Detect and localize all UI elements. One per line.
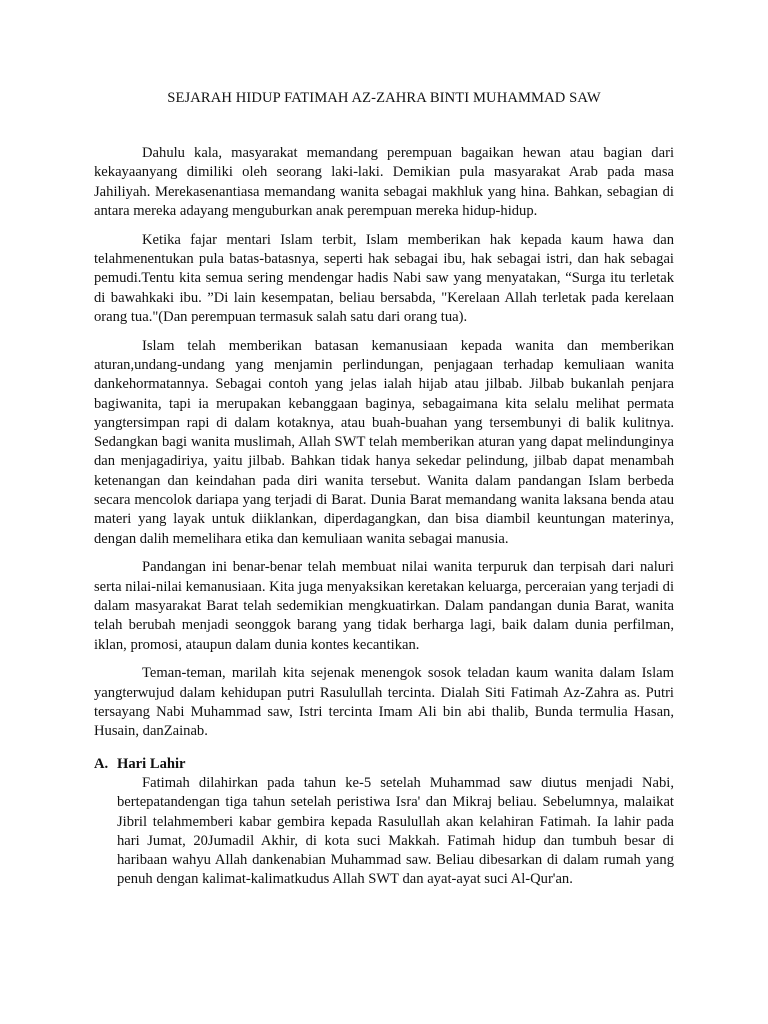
section-a-text: Fatimah dilahirkan pada tahun ke-5 setelah Muhammad saw diutus menjadi Nabi, bertepatandengan tiga tahun setelah peristiwa Isra' dan Mikraj beliau. Sebelumnya, malaikat Jibril telahmemberi kabar gembira kepada Rasulullah akan kelahiran Fatimah. Ia lahir pada hari Jumat, 20Jumadil Akhir, di kota suci Makkah. Fatimah hidup dan tumbuh besar di haribaan wahyu Allah dankenabian Muhammad saw. Beliau dibesarkan di dalam rumah yang penuh dengan kalimat-kalimatkudus Allah SWT dan ayat-ayat suci Al-Qur'an.: [117, 774, 674, 888]
section-a-heading: [94, 755, 674, 774]
document-title: SEJARAH HIDUP FATIMAH AZ-ZAHRA BINTI MUHAMMAD SAW: [167, 90, 601, 106]
paragraph-islam-rights: Ketika fajar mentari Islam terbit, Islam memberikan hak kepada kaum hawa dan telahmenentukan pula batas-batasnya, seperti hak sebagai ibu, hak sebagai istri, dan hak sebagai pemudi.Tentu kita semua sering mendengar hadis Nabi saw yang menyatakan, “Surga itu terletak di bawahkaki ibu. ”Di lain kesempatan, beliau bersabda, "Kerelaan Allah terletak pada kerelaan orang tua."(Dan perempuan termasuk salah satu dari orang tua).: [94, 231, 674, 325]
section-a: [94, 755, 674, 890]
paragraph-fatimah-intro: Teman-teman, marilah kita sejenak menengok sosok teladan kaum wanita dalam Islam yangterwujud dalam kehidupan putri Rasulullah tercinta. Dialah Siti Fatimah Az-Zahra as. Putri tersayang Nabi Muhammad saw, Istri tercinta Imam Ali bin abi thalib, Bunda termulia Hasan, Husain, danZainab.: [94, 665, 674, 740]
paragraph-hijab: Islam telah memberikan batasan kemanusiaan kepada wanita dan memberikan aturan,undang-undang yang menjamin perlindungan, penjagaan terhadap kemuliaan wanita dankehormatannya. Sebagai contoh yang jelas ialah hijab atau jilbab. Jilbab bukanlah penjara bagiwanita, tapi ia merupakan kebanggaan baginya, sebagaimana kita selalu melihat permata yangtersimpan rapi di dalam kotaknya, atau buah-buahan yang tersembunyi di balik kulitnya. Sedangkan bagi wanita muslimah, Allah SWT telah memberikan aturan yang dapat melindunginya dan menjagadiriya, yaitu jilbab. Bahkan tidak hanya sekedar pelindung, jilbab dapat menambah ketenangan dan keindahan pada diri wanita tersebut. Wanita dalam pandangan Islam berbeda secara mencolok dariapa yang terjadi di Barat. Dunia Barat memandang wanita laksana benda atau materi yang layak untuk diiklankan, diperdagangkan, dan bisa diambil keuntungan materinya, dengan dalih memelihara etika dan kemuliaan wanita sebagai manusia.: [94, 337, 674, 547]
section-a-letter: A.: [94, 755, 109, 772]
section-a-title: Hari Lahir: [117, 755, 186, 772]
document-body: [94, 144, 674, 890]
paragraph-western-view: Pandangan ini benar-benar telah membuat nilai wanita terpuruk dan terpisah dari naluri serta nilai-nilai kemanusiaan. Kita juga menyaksikan keretakan keluarga, perceraian yang terjadi di dalam masyarakat Barat telah sedemikian mengkuatirkan. Dalam pandangan dunia Barat, wanita telah berubah menjadi seonggok barang yang tidak berharga lagi, baik dalam dunia perfilman, iklan, promosi, ataupun dalam dunia kontes kecantikan.: [94, 559, 674, 653]
paragraph-intro: Dahulu kala, masyarakat memandang perempuan bagaikan hewan atau bagian dari kekayaanyang dimiliki oleh seorang laki-laki. Demikian pula masyarakat Arab pada masa Jahiliyah. Merekasenantiasa memandang wanita sebagai makhluk yang hina. Bahkan, sebagian di antara mereka adayang menguburkan anak perempuan mereka hidup-hidup.: [94, 145, 674, 219]
